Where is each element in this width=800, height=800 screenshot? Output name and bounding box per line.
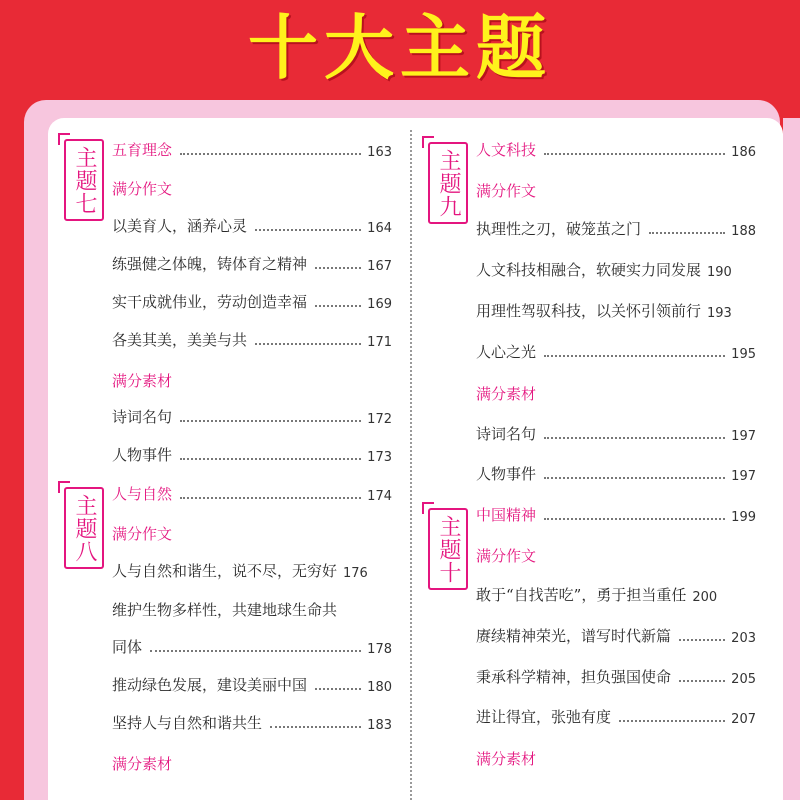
material-heading: 满分素材 (112, 755, 173, 773)
toc-entry[interactable]: 维护生物多样性，共建地球生命共 (112, 601, 338, 619)
page-title: 十大主题 (248, 7, 552, 89)
toc-entry[interactable]: 人心之光 195 (476, 343, 756, 362)
toc-entry[interactable]: 人文科技相融合，软硬实力同发展 190 (476, 261, 732, 280)
toc-entry[interactable]: 诗词名句 172 (112, 408, 392, 427)
toc-theme-nine[interactable]: 人文科技 186 (476, 141, 756, 160)
material-heading: 满分素材 (476, 385, 537, 403)
toc-theme-seven[interactable]: 五育理念 163 (112, 141, 392, 160)
right-edge-strip (783, 118, 800, 800)
essay-heading: 满分作文 (476, 547, 537, 565)
toc-entry[interactable]: 实干成就伟业，劳动创造幸福 169 (112, 293, 392, 312)
toc-theme-ten[interactable]: 中国精神 199 (476, 506, 756, 525)
toc-entry-continued[interactable]: 同体 178 (112, 638, 392, 657)
essay-heading: 满分作文 (476, 182, 537, 200)
toc-entry[interactable]: 赓续精神荣光，谱写时代新篇 203 (476, 627, 756, 646)
toc-entry[interactable]: 执理性之刃，破笼茧之门 188 (476, 220, 756, 239)
toc-entry[interactable]: 各美其美，美美与共 171 (112, 331, 392, 350)
toc-entry[interactable]: 推动绿色发展，建设美丽中国 180 (112, 676, 392, 695)
toc-entry[interactable]: 练强健之体魄，铸体育之精神 167 (112, 255, 392, 274)
toc-theme-eight[interactable]: 人与自然 174 (112, 485, 392, 504)
theme-seven-badge: 主题七 (64, 139, 104, 221)
theme-ten-badge: 主题十 (428, 508, 468, 590)
column-divider (410, 130, 412, 800)
toc-entry[interactable]: 敢于“自找苦吃”，勇于担当重任 200 (476, 586, 718, 605)
material-heading: 满分素材 (476, 750, 537, 768)
toc-entry[interactable]: 进让得宜，张弛有度 207 (476, 708, 756, 727)
theme-eight-badge: 主题八 (64, 487, 104, 569)
essay-heading: 满分作文 (112, 180, 173, 198)
toc-entry[interactable]: 诗词名句 197 (476, 425, 756, 444)
essay-heading: 满分作文 (112, 525, 173, 543)
toc-entry[interactable]: 用理性驾驭科技，以关怀引领前行 193 (476, 302, 732, 321)
toc-entry[interactable]: 秉承科学精神，担负强国使命 205 (476, 668, 756, 687)
toc-entry[interactable]: 坚持人与自然和谐共生 183 (112, 714, 392, 733)
toc-entry[interactable]: 人物事件 197 (476, 465, 756, 484)
material-heading: 满分素材 (112, 372, 173, 390)
theme-nine-badge: 主题九 (428, 142, 468, 224)
toc-entry[interactable]: 人与自然和谐生，说不尽，无穷好 176 (112, 562, 368, 581)
toc-entry[interactable]: 人物事件 173 (112, 446, 392, 465)
toc-entry[interactable]: 以美育人，涵养心灵 164 (112, 217, 392, 236)
